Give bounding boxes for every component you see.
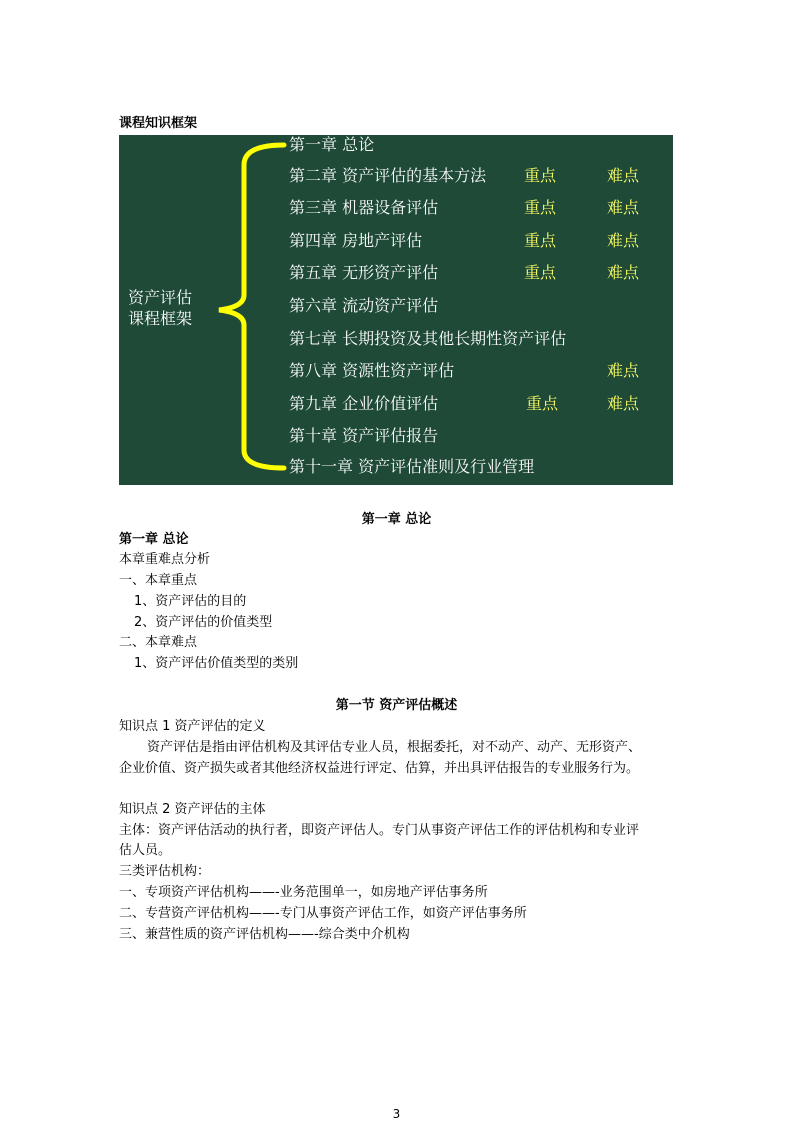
course-name-line1: 资产评估 (128, 288, 193, 307)
key-points-heading: 一、本章重点 (119, 573, 198, 588)
chapter-9-difficult: 难点 (607, 394, 640, 413)
key-point-1: 1、资产评估的目的 (134, 594, 247, 609)
chapter-2: 第二章 资产评估的基本方法 (289, 166, 487, 185)
chapter-6: 第六章 流动资产评估 (289, 296, 439, 315)
section-title: 第一节 资产评估概述 (335, 698, 458, 713)
chapter-5-difficult: 难点 (607, 263, 640, 282)
chapter-5-key: 重点 (524, 263, 557, 282)
org-item-2: 二、专营资产评估机构——-专门从事资产评估工作，如资产评估事务所 (119, 906, 527, 921)
chapter-4-key: 重点 (524, 231, 557, 250)
chapter-4-difficult: 难点 (607, 231, 640, 250)
kp1-heading: 知识点 1 资产评估的定义 (119, 719, 266, 734)
bracket-curve (219, 145, 284, 468)
org-item-1: 一、专项资产评估机构——-业务范围单一，如房地产评估事务所 (119, 885, 488, 900)
course-framework-diagram (119, 135, 673, 485)
kp2-line2: 估人员。 (119, 843, 172, 858)
chapter-2-difficult: 难点 (607, 166, 640, 185)
kp1-line2: 企业价值、资产损失或者其他经济权益进行评定、估算，并出具评估报告的专业服务行为。 (119, 761, 640, 776)
chapter-3: 第三章 机器设备评估 (289, 198, 439, 217)
chapter-9: 第九章 企业价值评估 (289, 394, 439, 413)
kp1-line1: 资产评估是指由评估机构及其评估专业人员，根据委托，对不动产、动产、无形资产、 (147, 740, 642, 755)
org-item-3: 三、兼营性质的资产评估机构——-综合类中介机构 (119, 927, 410, 942)
chapter-11: 第十一章 资产评估准则及行业管理 (289, 457, 535, 476)
chapter-8: 第八章 资源性资产评估 (289, 361, 455, 380)
org-heading: 三类评估机构： (119, 864, 211, 879)
course-name-line2: 课程框架 (128, 309, 193, 328)
page-number: 3 (392, 1107, 401, 1121)
chapter-3-key: 重点 (524, 198, 557, 217)
chapter-4: 第四章 房地产评估 (289, 231, 423, 250)
difficult-heading: 二、本章难点 (119, 635, 198, 650)
framework-heading: 课程知识框架 (119, 116, 198, 131)
chapter-1: 第一章 总论 (289, 135, 375, 154)
chapter-10: 第十章 资产评估报告 (289, 426, 439, 445)
chapter-7: 第七章 长期投资及其他长期性资产评估 (289, 329, 567, 348)
chapter-9-key: 重点 (526, 394, 559, 413)
difficult-point-1: 1、资产评估价值类型的类别 (134, 656, 299, 671)
chapter-3-difficult: 难点 (607, 198, 640, 217)
chapter-8-difficult: 难点 (607, 361, 640, 380)
kp2-heading: 知识点 2 资产评估的主体 (119, 802, 266, 817)
chapter-5: 第五章 无形资产评估 (289, 263, 439, 282)
chapter-2-key: 重点 (524, 166, 557, 185)
course-name (128, 287, 192, 329)
analysis-heading: 本章重难点分析 (119, 552, 211, 567)
kp2-line1: 主体：资产评估活动的执行者，即资产评估人。专门从事资产评估工作的评估机构和专业评 (119, 823, 640, 838)
chapter-title-left: 第一章 总论 (119, 532, 189, 547)
chapter-title-center: 第一章 总论 (361, 512, 432, 527)
key-point-2: 2、资产评估的价值类型 (134, 615, 273, 630)
